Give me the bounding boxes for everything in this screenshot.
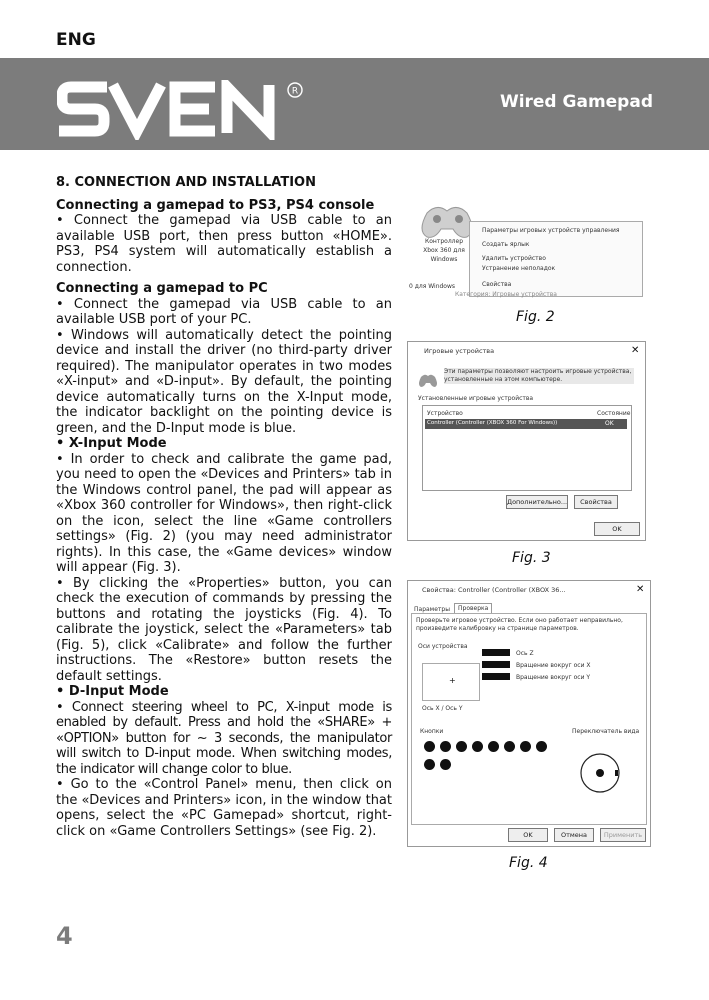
ps-paragraph: • Connect the gamepad via USB cable to an available USB port, then press button «HOME». PS3, PS4 system will automatically establish a connection. [56, 213, 392, 275]
fig2-screenshot [407, 185, 644, 300]
dinput-heading: • D-Input Mode [56, 684, 169, 699]
pc-paragraph-1: • Connect the gamepad via USB cable to an available USB port of your PC. [56, 296, 392, 327]
fig4-window [407, 580, 651, 847]
tab-check[interactable]: Проверка [454, 603, 492, 613]
ps-heading: Connecting a gamepad to PS3, PS4 console [56, 197, 375, 213]
fig3-window [407, 341, 646, 541]
fig4-title: Свойства: Controller (Controller (XBOX 36... [422, 586, 566, 594]
advanced-button[interactable]: Дополнительно... [506, 495, 568, 509]
axis-z-label: Ось Z [516, 650, 534, 657]
xinput-paragraph-2: • By clicking the «Properties» button, you can check the execution of commands by pressing the buttons and rotating the joysticks (Fig. 4). To calibrate the joystick, select the «Parameters» tab (Fig. 5), click «Calibrate» and follow the further instructions. The «Restore» button resets the default settings. [56, 575, 392, 684]
device-row[interactable] [425, 419, 627, 429]
col-device-header: Устройство [427, 410, 463, 417]
xy-axis-box: + [422, 663, 480, 701]
gamepad-icon [418, 372, 438, 388]
tab-parameters[interactable]: Параметры [414, 606, 450, 613]
dinput-paragraph-1: • Connect steering wheel to PC, X-input mode is enabled by default. Press and hold the «SHARE» + «OPTION» button for ~ 3 seconds, the manipulator will switch to D-input mode. When switching modes, the indicator will change color to blue. [56, 699, 392, 777]
language-label: ENG [56, 30, 96, 50]
device-list[interactable] [422, 405, 632, 491]
fig2-device-label: Контроллер Xbox 360 для Windows [423, 238, 465, 263]
fig2-footer-right: Категория: Игровые устройства [455, 291, 557, 298]
rot-x-bar [482, 661, 510, 668]
button-indicator-6 [504, 741, 515, 752]
button-indicator-5 [488, 741, 499, 752]
button-indicator-4 [472, 741, 483, 752]
brand-name [57, 78, 283, 132]
instructions-column [56, 175, 392, 839]
axis-z-bar [482, 649, 510, 656]
rot-y-bar [482, 673, 510, 680]
button-indicator-7 [520, 741, 531, 752]
menu-item-game-controllers[interactable]: Параметры игровых устройств управления [482, 227, 620, 234]
ok-button[interactable]: OK [594, 522, 640, 536]
close-icon[interactable]: ✕ [636, 584, 645, 595]
xinput-heading: • X-Input Mode [56, 436, 167, 451]
fig4-hint: Проверьте игровое устройство. Если оно работает неправильно, произведите калибровку на странице параметров. [416, 617, 623, 632]
device-row-status: OK [605, 420, 614, 427]
pov-hat-icon [578, 751, 622, 795]
product-title: Wired Gamepad [499, 92, 653, 112]
fig3-info: Эти параметры позволяют настроить игровые устройства, установленные на этом компьютере. [444, 368, 634, 384]
button-indicator-9 [424, 759, 435, 770]
cancel-button[interactable]: Отмена [554, 828, 594, 842]
device-row-name: Controller (Controller (XBOX 360 For Windows)) [427, 420, 558, 426]
menu-item-troubleshoot[interactable]: Устранение неполадок [482, 265, 556, 272]
apply-button[interactable]: Применить [600, 828, 646, 842]
page-number: 4 [56, 922, 73, 950]
fig3-title: Игровые устройства [424, 347, 495, 355]
col-status-header: Состояние [597, 410, 631, 417]
section-title: 8. CONNECTION AND INSTALLATION [56, 175, 316, 190]
axes-group-label: Оси устройства [418, 643, 468, 650]
fig2-footer-left: 0 для Windows [409, 283, 456, 290]
button-indicator-8 [536, 741, 547, 752]
buttons-group-label: Кнопки [420, 728, 444, 735]
rot-x-label: Вращение вокруг оси X [516, 662, 591, 669]
close-icon[interactable]: ✕ [631, 345, 640, 356]
fig3-group-label: Установленные игровые устройства [418, 395, 534, 402]
button-indicator-10 [440, 759, 451, 770]
pov-group-label: Переключатель вида [572, 728, 640, 735]
gamepad-icon [419, 201, 475, 241]
context-menu [469, 221, 643, 297]
xinput-paragraph-1: • In order to check and calibrate the game pad, you need to open the «Devices and Printers» tab in the Windows control panel, the pad will appear as «Xbox 360 controller for Windows», then right-click on the icon, select the line «Game controllers settings» (Fig. 2) (you may need administrator rights). In this case, the «Game devices» window will appear (Fig. 3). [56, 451, 392, 575]
xy-axis-label: Ось X / Ось Y [422, 705, 463, 712]
pc-heading: Connecting a gamepad to PC [56, 281, 268, 296]
menu-item-properties[interactable]: Свойства [482, 281, 512, 288]
button-indicator-1 [424, 741, 435, 752]
button-indicator-2 [440, 741, 451, 752]
properties-button[interactable]: Свойства [574, 495, 618, 509]
dinput-paragraph-2: • Go to the «Control Panel» menu, then click on the «Devices and Printers» icon, in the window that opens, select the «PC Gamepad» shortcut, right-click on «Game Controllers Settings» (see Fig. 2). [56, 777, 392, 839]
menu-item-create-shortcut[interactable]: Создать ярлык [482, 241, 530, 248]
fig3-caption: Fig. 3 [512, 550, 551, 566]
ok-button[interactable]: OK [508, 828, 548, 842]
rot-y-label: Вращение вокруг оси Y [516, 674, 591, 681]
fig4-caption: Fig. 4 [509, 855, 548, 871]
pc-paragraph-2: • Windows will automatically detect the pointing device and install the driver (no third-party driver required). The manipulator operates in two modes «X-input» and «D-input». By default, the pointing device automatically turns on the X-Input mode, the indicator backlight on the pointing device is green, and the D-Input mode is blue. [56, 327, 392, 436]
button-indicator-3 [456, 741, 467, 752]
svg-text:R: R [291, 86, 299, 97]
menu-item-remove-device[interactable]: Удалить устройство [482, 255, 546, 262]
fig2-caption: Fig. 2 [516, 309, 555, 325]
